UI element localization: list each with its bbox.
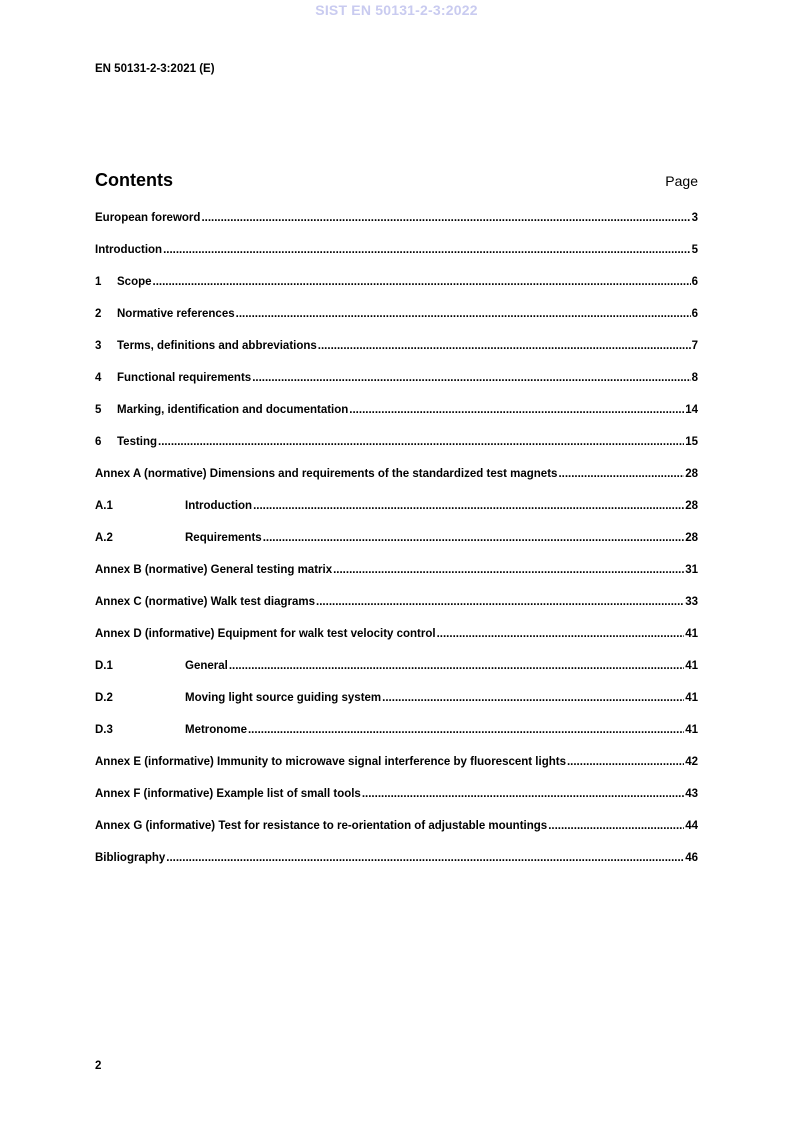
toc-leader-dots bbox=[248, 724, 684, 736]
toc-entry-title: Annex E (informative) Immunity to microwave signal interference by fluorescent lights bbox=[95, 756, 566, 768]
toc-entry[interactable] bbox=[95, 212, 698, 244]
toc-entry-title: Requirements bbox=[185, 532, 262, 544]
toc-entry-number: D.1 bbox=[95, 660, 113, 672]
toc-leader-dots bbox=[236, 308, 691, 320]
toc-entry-title: Normative references bbox=[117, 308, 235, 320]
toc-entry-title: Annex D (informative) Equipment for walk test velocity control bbox=[95, 628, 436, 640]
toc-entry[interactable] bbox=[95, 628, 698, 660]
toc-entry-number: 4 bbox=[95, 372, 102, 384]
toc-entry[interactable] bbox=[95, 340, 698, 372]
toc-entry-page: 5 bbox=[691, 244, 698, 256]
toc-leader-dots bbox=[318, 340, 691, 352]
toc-entry[interactable] bbox=[95, 244, 698, 276]
toc-entry-title: Introduction bbox=[95, 244, 163, 256]
watermark: SIST EN 50131-2-3:2022 bbox=[315, 2, 478, 18]
toc-entry-title: Bibliography bbox=[95, 852, 166, 864]
toc-leader-dots bbox=[253, 500, 684, 512]
toc-entry[interactable] bbox=[95, 660, 698, 692]
toc-entry[interactable] bbox=[95, 372, 698, 404]
page-column-label: Page bbox=[665, 173, 698, 189]
toc-entry-title: Annex A (normative) Dimensions and requirements of the standardized test magnets bbox=[95, 468, 558, 480]
toc-entry-title: Annex F (informative) Example list of small tools bbox=[95, 788, 361, 800]
toc-entry-title: Introduction bbox=[185, 500, 253, 512]
toc-entry-page: 33 bbox=[685, 596, 698, 608]
toc-entry-page: 28 bbox=[685, 532, 698, 544]
toc-entry-page: 31 bbox=[685, 564, 698, 576]
toc-leader-dots bbox=[548, 820, 684, 832]
toc-leader-dots bbox=[333, 564, 684, 576]
toc-entry[interactable] bbox=[95, 724, 698, 756]
toc-entry-title: Annex B (normative) General testing matrix bbox=[95, 564, 333, 576]
toc-entry-title: Terms, definitions and abbreviations bbox=[117, 340, 317, 352]
toc-leader-dots bbox=[163, 244, 691, 256]
toc-entry-title: Marking, identification and documentation bbox=[117, 404, 349, 416]
toc-leader-dots bbox=[158, 436, 684, 448]
toc-entry-title: Annex C (normative) Walk test diagrams bbox=[95, 596, 316, 608]
toc-entry-page: 41 bbox=[685, 692, 698, 704]
toc-entry-number: 3 bbox=[95, 340, 102, 352]
toc-entry-title: European foreword bbox=[95, 212, 201, 224]
toc-entry-number: D.3 bbox=[95, 724, 113, 736]
toc-entry-number: 6 bbox=[95, 436, 102, 448]
toc-entry[interactable] bbox=[95, 404, 698, 436]
toc-entry-number: 1 bbox=[95, 276, 102, 288]
toc-entry-title: General bbox=[185, 660, 228, 672]
toc-entry-title: Moving light source guiding system bbox=[185, 692, 382, 704]
toc-entry[interactable] bbox=[95, 692, 698, 724]
toc-leader-dots bbox=[362, 788, 684, 800]
toc-entry[interactable] bbox=[95, 276, 698, 308]
toc-entry-page: 43 bbox=[685, 788, 698, 800]
toc-entry[interactable] bbox=[95, 852, 698, 884]
toc-entry-page: 46 bbox=[685, 852, 698, 864]
toc-entry-page: 6 bbox=[691, 276, 698, 288]
toc-entry-number: 5 bbox=[95, 404, 102, 416]
toc-entry-number: A.1 bbox=[95, 500, 113, 512]
toc-entry[interactable] bbox=[95, 564, 698, 596]
contents-heading: Contents bbox=[95, 170, 173, 190]
toc-entry-page: 41 bbox=[685, 628, 698, 640]
toc-leader-dots bbox=[349, 404, 684, 416]
toc-entry-page: 41 bbox=[685, 660, 698, 672]
toc-entry-page: 28 bbox=[685, 500, 698, 512]
toc-entry[interactable] bbox=[95, 820, 698, 852]
toc-entry-page: 7 bbox=[691, 340, 698, 352]
toc-leader-dots bbox=[252, 372, 690, 384]
toc-entry-number: A.2 bbox=[95, 532, 113, 544]
toc-leader-dots bbox=[229, 660, 684, 672]
toc-entry-page: 14 bbox=[685, 404, 698, 416]
toc-entry-page: 15 bbox=[685, 436, 698, 448]
toc-entry-page: 28 bbox=[685, 468, 698, 480]
toc-leader-dots bbox=[153, 276, 691, 288]
toc-entry-title: Functional requirements bbox=[117, 372, 252, 384]
toc-entry-number: D.2 bbox=[95, 692, 113, 704]
toc-entry[interactable] bbox=[95, 596, 698, 628]
toc-entry-title: Testing bbox=[117, 436, 158, 448]
toc-entry[interactable] bbox=[95, 436, 698, 468]
toc-entry-title: Scope bbox=[117, 276, 152, 288]
toc-entry-page: 3 bbox=[691, 212, 698, 224]
toc-leader-dots bbox=[166, 852, 684, 864]
table-of-contents bbox=[95, 212, 698, 884]
toc-entry-title: Metronome bbox=[185, 724, 247, 736]
toc-leader-dots bbox=[567, 756, 684, 768]
toc-entry-page: 8 bbox=[691, 372, 698, 384]
toc-entry-page: 6 bbox=[691, 308, 698, 320]
toc-leader-dots bbox=[437, 628, 685, 640]
toc-entry[interactable] bbox=[95, 308, 698, 340]
toc-entry-number: 2 bbox=[95, 308, 102, 320]
toc-entry[interactable] bbox=[95, 788, 698, 820]
toc-entry[interactable] bbox=[95, 500, 698, 532]
toc-entry-title: Annex G (informative) Test for resistance to re-orientation of adjustable mountings bbox=[95, 820, 548, 832]
toc-leader-dots bbox=[263, 532, 685, 544]
document-reference: EN 50131-2-3:2021 (E) bbox=[95, 63, 215, 75]
toc-entry-page: 41 bbox=[685, 724, 698, 736]
toc-entry[interactable] bbox=[95, 468, 698, 500]
toc-leader-dots bbox=[201, 212, 690, 224]
page-number: 2 bbox=[95, 1060, 102, 1072]
toc-leader-dots bbox=[382, 692, 684, 704]
toc-entry[interactable] bbox=[95, 532, 698, 564]
toc-entry-page: 44 bbox=[685, 820, 698, 832]
toc-leader-dots bbox=[558, 468, 684, 480]
toc-leader-dots bbox=[316, 596, 684, 608]
toc-entry-page: 42 bbox=[685, 756, 698, 768]
toc-entry[interactable] bbox=[95, 756, 698, 788]
